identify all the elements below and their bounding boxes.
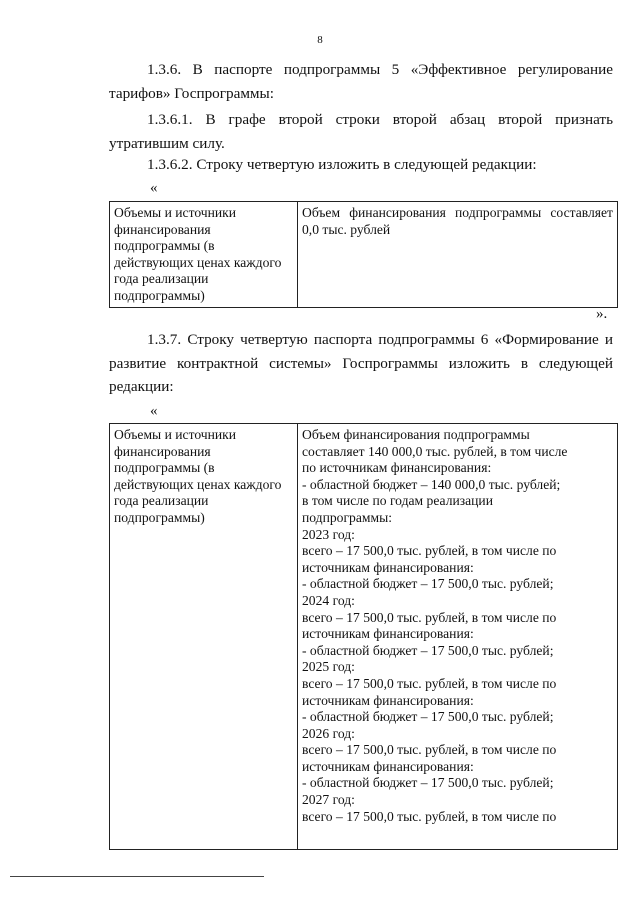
table-2-label-cell: Объемы и источники финансирования подпрограммы (в действующих ценах каждого года реализации подпрограммы) [110, 424, 298, 850]
page-number: 8 [317, 34, 323, 46]
table-2-value-cell [298, 424, 618, 850]
table-2-line: источникам финансирования: [302, 758, 474, 774]
table-2-line: 2024 год: [302, 592, 355, 608]
table-2-line: всего – 17 500,0 тыс. рублей, в том числе по [302, 609, 557, 625]
table-2-line: 2023 год: [302, 526, 355, 542]
table-2-line: - областной бюджет – 17 500,0 тыс. рублей; [302, 709, 554, 725]
table-2-line: всего – 17 500,0 тыс. рублей, в том числе по [302, 675, 557, 691]
paragraph-1-3-6: 1.3.6. В паспорте подпрограммы 5 «Эффективное регулирование тарифов» Госпрограммы: [109, 61, 613, 102]
paragraph-1-3-6-2: 1.3.6.2. Строку четвертую изложить в следующей редакции: [147, 156, 537, 173]
table-2-line: всего – 17 500,0 тыс. рублей, в том числе по [302, 742, 557, 758]
table-2-line: всего – 17 500,0 тыс. рублей, в том числе по [302, 543, 557, 559]
opening-quote-1: « [150, 180, 158, 196]
table-2-line: - областной бюджет – 140 000,0 тыс. рублей; [302, 476, 561, 492]
table-1-label-cell: Объемы и источники финансирования подпрограммы (в действующих ценах каждого года реализации подпрограммы) [110, 202, 298, 308]
paragraph-1-3-7: 1.3.7. Строку четвертую паспорта подпрограммы 6 «Формирование и развитие контрактной системы» Госпрограммы изложить в следующей редакции: [109, 331, 613, 395]
table-subprogram-5 [109, 201, 618, 308]
opening-quote-2: « [150, 403, 158, 419]
table-subprogram-6 [109, 423, 618, 850]
table-2-line: подпрограммы: [302, 509, 392, 525]
table-2-line: 2025 год: [302, 659, 355, 675]
table-2-line: всего – 17 500,0 тыс. рублей, в том числе по [302, 808, 557, 824]
table-2-line: составляет 140 000,0 тыс. рублей, в том числе [302, 443, 568, 459]
table-2-line: источникам финансирования: [302, 692, 474, 708]
table-row [110, 202, 618, 308]
table-2-line: в том числе по годам реализации [302, 493, 493, 509]
table-row [110, 424, 618, 850]
table-1-value-cell: Объем финансирования подпрограммы составляет 0,0 тыс. рублей [298, 202, 618, 308]
table-2-line: Объем финансирования подпрограммы [302, 427, 530, 442]
table-2-line: - областной бюджет – 17 500,0 тыс. рублей; [302, 576, 554, 592]
table-2-line: 2027 год: [302, 792, 355, 808]
table-2-line: источникам финансирования: [302, 559, 474, 575]
table-2-line: источникам финансирования: [302, 626, 474, 642]
table-2-line: - областной бюджет – 17 500,0 тыс. рублей; [302, 775, 554, 791]
table-2-line: по источникам финансирования: [302, 460, 492, 476]
table-2-line: - областной бюджет – 17 500,0 тыс. рублей; [302, 642, 554, 658]
closing-quote-1: ». [596, 306, 608, 322]
table-2-line: 2026 год: [302, 725, 355, 741]
footer-divider [10, 876, 264, 877]
paragraph-1-3-6-1: 1.3.6.1. В графе второй строки второй абзац второй признать утратившим силу. [109, 111, 613, 152]
